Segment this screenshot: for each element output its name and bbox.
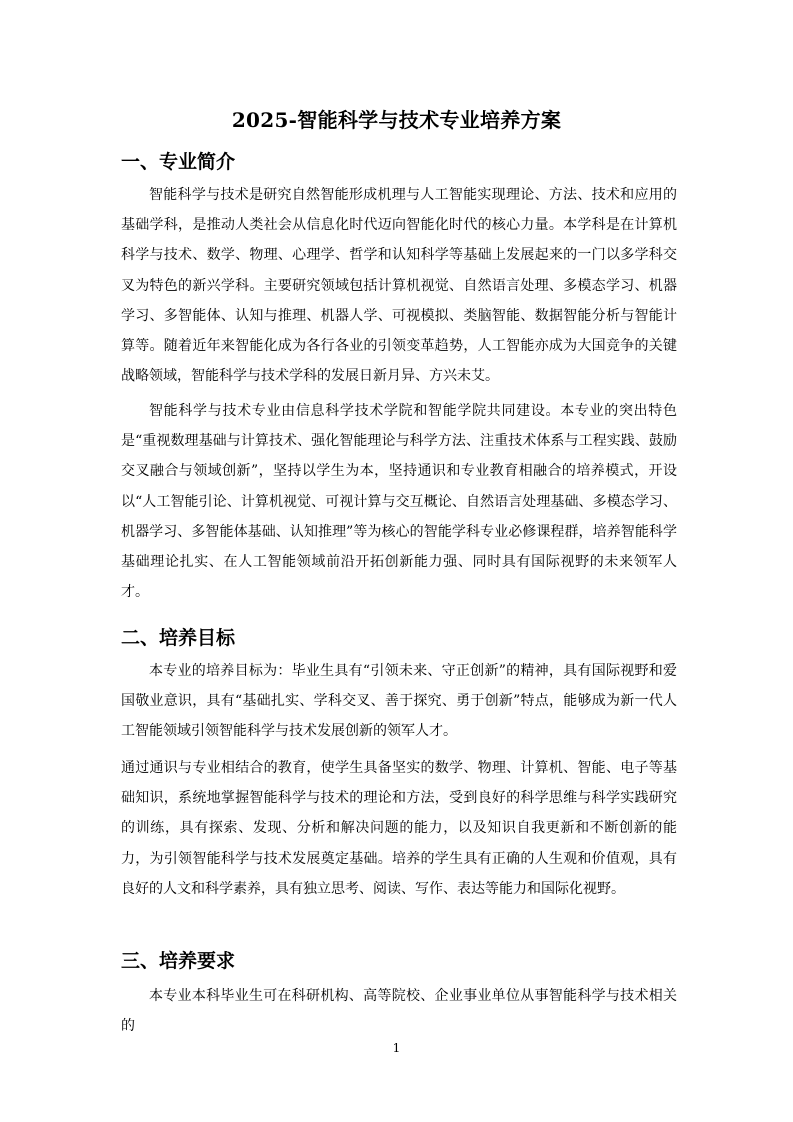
paragraph-intro-1: 智能科学与技术是研究自然智能形成机理与人工智能实现理论、方法、技术和应用的基础学科，是推动人类社会从信息化时代迈向智能化时代的核心力量。本学科是在计算机科学与技术、数学、物理、心理学、哲学和认知科学等基础上发展起来的一门以多学科交叉为特色的新兴学科。主要研究领域包括计算机视觉、自然语言处理、多模态学习、机器学习、多智能体、认知与推理、机器人学、可视模拟、类脑智能、数据智能分析与智能计算等。随着近年来智能化成为各行各业的引领变革趋势，人工智能亦成为大国竞争的关键战略领域，智能科学与技术学科的发展日新月异、方兴未艾。 [121, 187, 677, 385]
paragraph-intro-2: 智能科学与技术专业由信息科学技术学院和智能学院共同建设。本专业的突出特色是“重视数理基础与计算技术、强化智能理论与科学方法、注重技术体系与工程实践、鼓励交叉融合与领域创新”，坚持以学生为本，坚持通识和专业教育相融合的培养模式，开设以“人工智能引论、计算机视觉、可视计算与交互概论、自然语言处理基础、多模态学习、机器学习、多智能体基础、认知推理”等为核心的智能学科专业必修课程群，培养智能科学基础理论扎实、在人工智能领域前沿开拓创新能力强、同时具有国际视野的未来领军人才。 [121, 403, 677, 601]
paragraph-requirements-1: 本专业本科毕业生可在科研机构、高等院校、企业事业单位从事智能科学与技术相关的 [121, 988, 677, 1035]
page-number: 1 [392, 1041, 401, 1055]
paragraph-goals-2: 通过通识与专业相结合的教育，使学生具备坚实的数学、物理、计算机、智能、电子等基础知识，系统地掌握智能科学与技术的理论和方法，受到良好的科学思维与科学实践研究的训练，具有探索、发现、分析和解决问题的能力，以及知识自我更新和不断创新的能力，为引领智能科学与技术发展奠定基础。培养的学生具有正确的人生观和价值观，具有良好的人文和科学素养，具有独立思考、阅读、写作、表达等能力和国际化视野。 [121, 760, 677, 897]
section-heading-requirements: 三、培养要求 [121, 950, 236, 972]
document-title: 2025-智能科学与技术专业培养方案 [231, 108, 562, 132]
paragraph-goals-1: 本专业的培养目标为：毕业生具有“引领未来、守正创新”的精神，具有国际视野和爱国敬业意识，具有“基础扎实、学科交叉、善于探究、勇于创新”特点，能够成为新一代人工智能领域引领智能科学与技术发展创新的领军人才。 [121, 663, 677, 740]
section-heading-intro: 一、专业简介 [121, 151, 236, 173]
section-heading-goals: 二、培养目标 [121, 627, 236, 649]
